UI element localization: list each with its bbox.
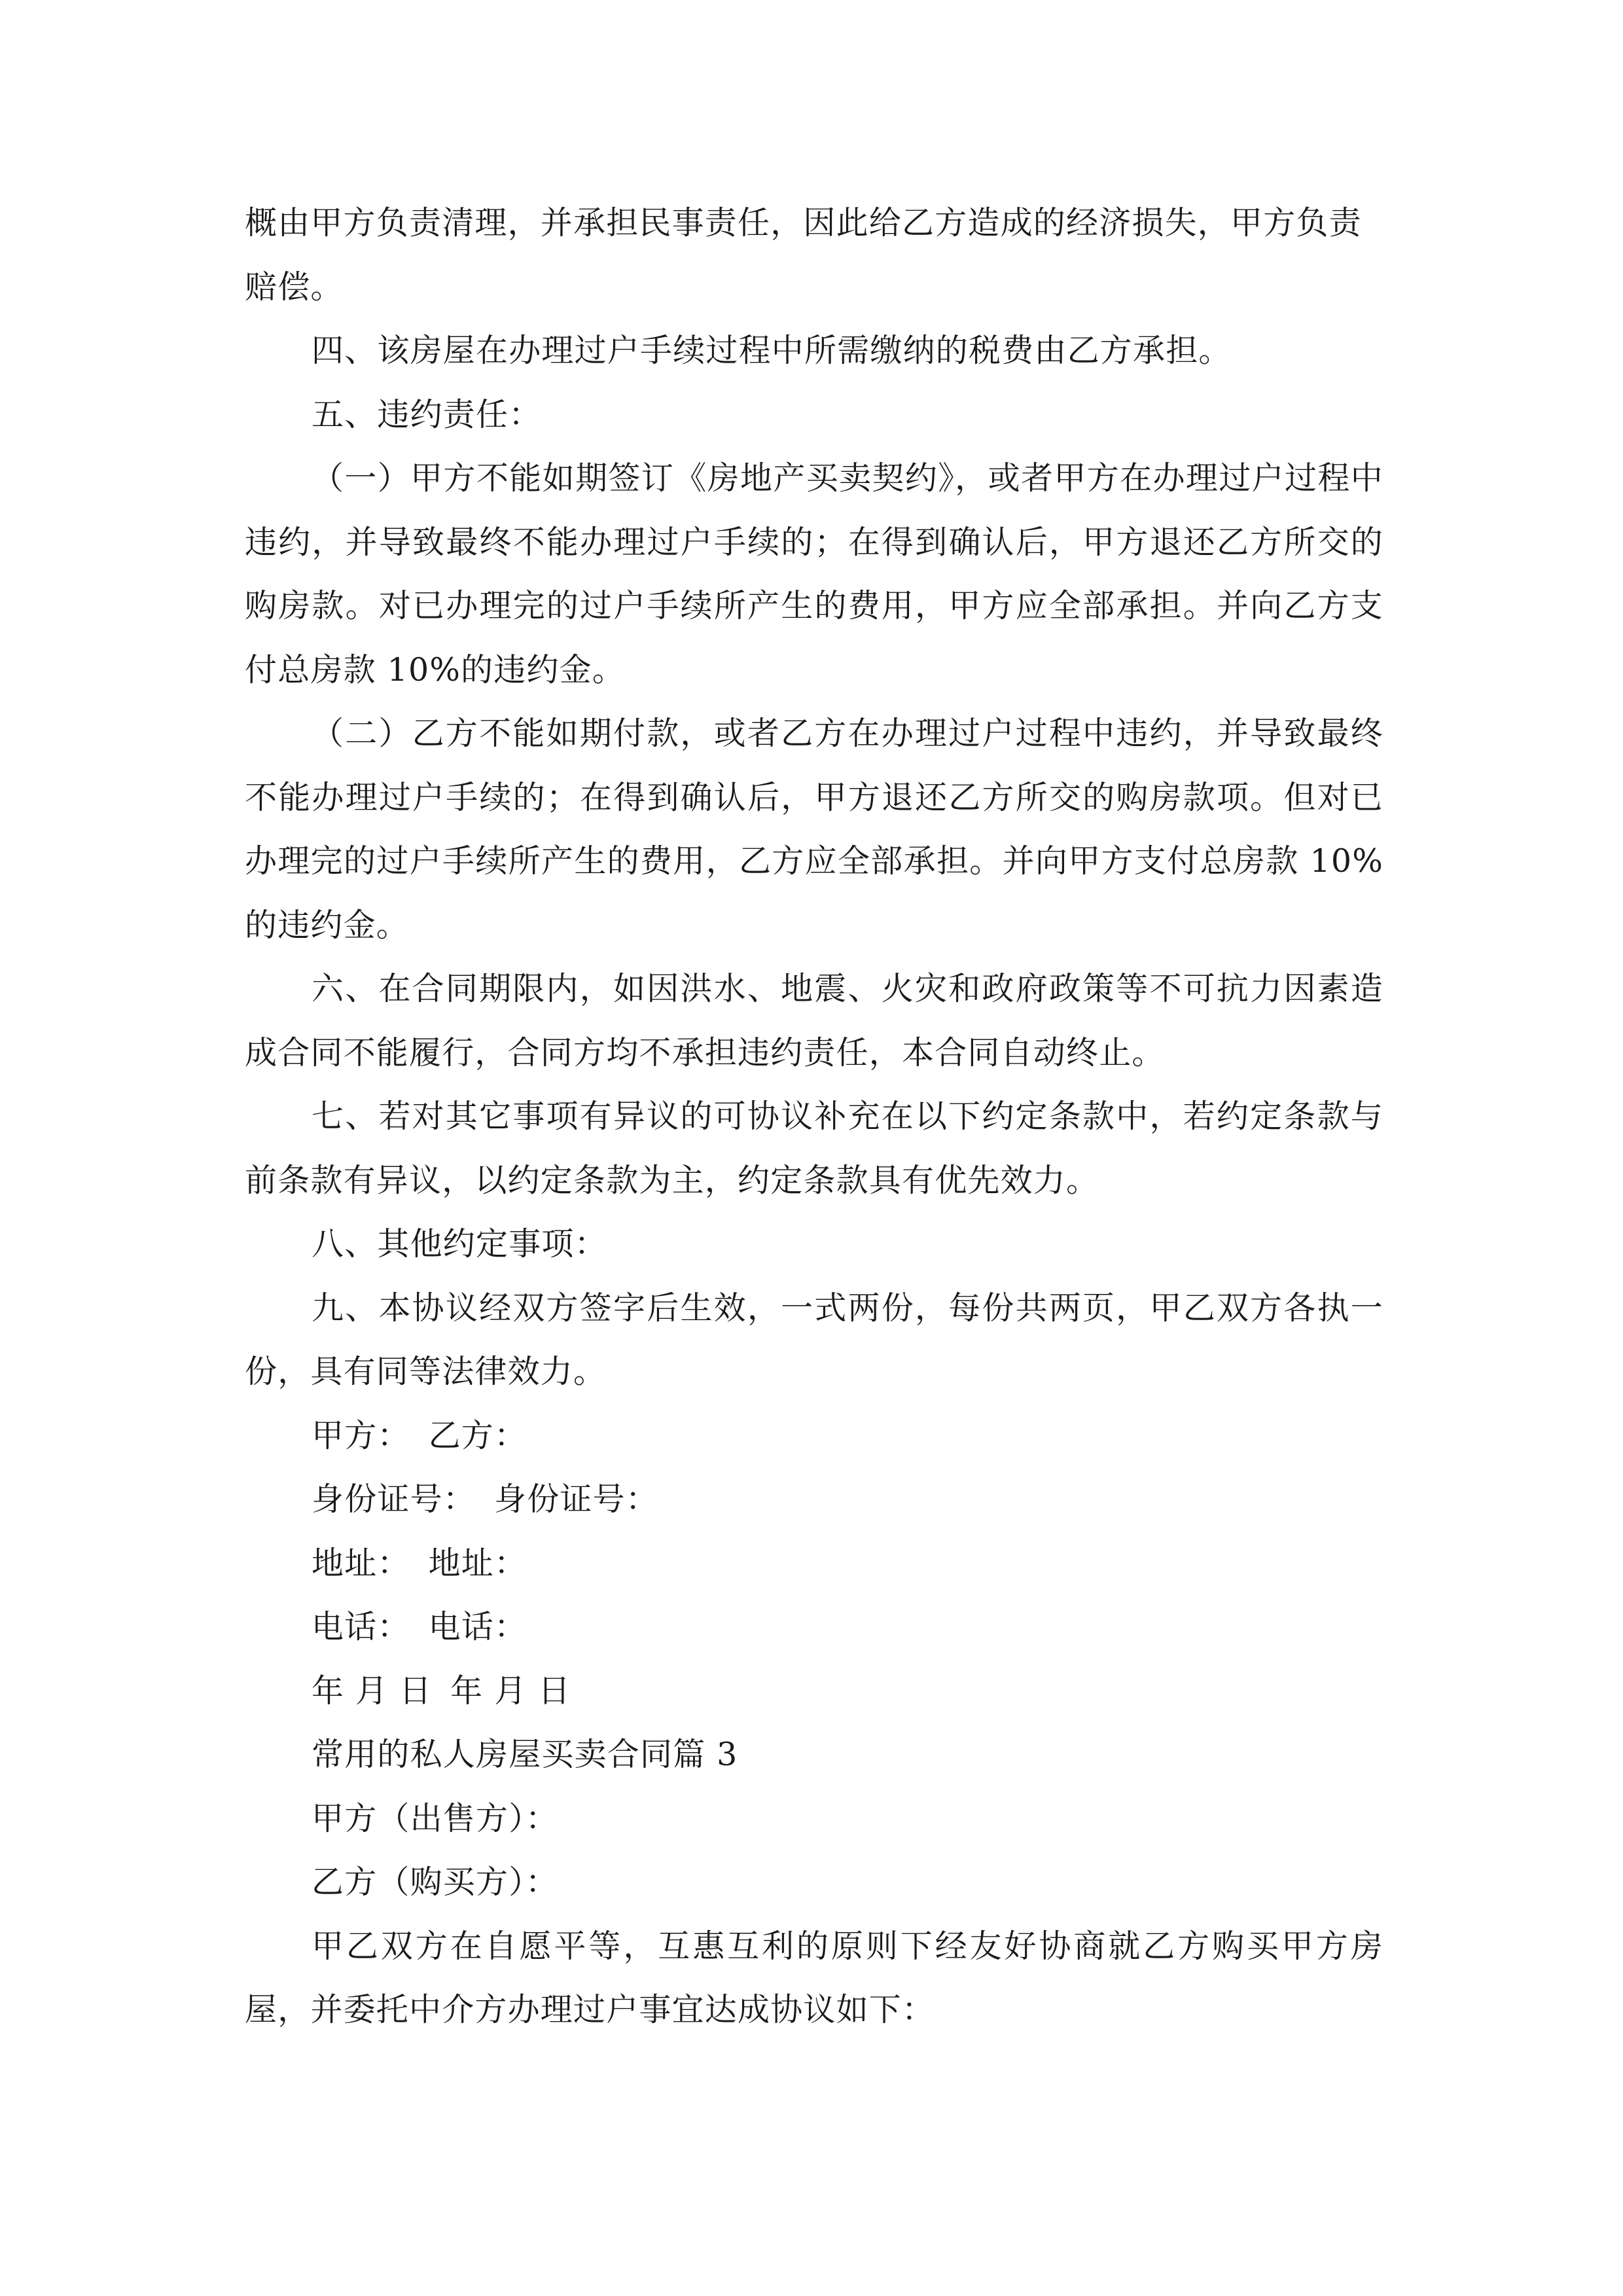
signature-parties-row bbox=[245, 1404, 1383, 1468]
paragraph-clause-5-2: （二）乙方不能如期付款，或者乙方在办理过户过程中违约，并导致最终不能办理过户手续的；在得到确认后，甲方退还乙方所交的购房款项。但对已办理完的过户手续所产生的费用，乙方应全部承担。并向甲方支付总房款 10%的违约金。 bbox=[245, 715, 1383, 944]
signature-id-row bbox=[245, 1467, 1383, 1532]
paragraph-clause-5-heading: 五、违约责任： bbox=[312, 395, 542, 433]
signature-phone-row bbox=[245, 1595, 1383, 1659]
section-3-buyer-label: 乙方（购买方）： bbox=[312, 1863, 559, 1901]
signature-date-row bbox=[245, 1659, 1383, 1723]
paragraph-continued-liability: 概由甲方负责清理，并承担民事责任，因此给乙方造成的经济损失，甲方负责赔偿。 bbox=[245, 204, 1362, 306]
signature-phone-b-label: 电话： bbox=[428, 1608, 527, 1645]
document-body bbox=[245, 191, 1383, 2042]
paragraph-clause-9-effect: 九、本协议经双方签字后生效，一式两份，每份共两页，甲乙双方各执一份，具有同等法律效力。 bbox=[245, 1289, 1383, 1390]
paragraph-clause-8-other: 八、其他约定事项： bbox=[312, 1225, 607, 1263]
signature-address-b-label: 地址： bbox=[428, 1544, 527, 1582]
section-3-seller-label: 甲方（出售方）： bbox=[312, 1799, 559, 1837]
signature-date-a: 年 月 日 bbox=[312, 1672, 433, 1710]
signature-address-a-label: 地址： bbox=[312, 1544, 410, 1582]
paragraph-clause-5-1: （一）甲方不能如期签订《房地产买卖契约》，或者甲方在办理过户过程中违约，并导致最终不能办理过户手续的；在得到确认后，甲方退还乙方所交的购房款。对已办理完的过户手续所产生的费用，甲方应全部承担。并向乙方支付总房款 10%的违约金。 bbox=[245, 459, 1383, 689]
signature-phone-a-label: 电话： bbox=[312, 1608, 410, 1645]
section-3-intro-paragraph: 甲乙双方在自愿平等，互惠互利的原则下经友好协商就乙方购买甲方房屋，并委托中介方办理过户事宜达成协议如下： bbox=[245, 1927, 1383, 2028]
section-3-heading: 常用的私人房屋买卖合同篇 3 bbox=[312, 1736, 738, 1773]
signature-party-a-label: 甲方： bbox=[312, 1416, 410, 1454]
paragraph-clause-7-supplement: 七、若对其它事项有异议的可协议补充在以下约定条款中，若约定条款与前条款有异议，以约定条款为主，约定条款具有优先效力。 bbox=[245, 1098, 1383, 1199]
paragraph-clause-6-force-majeure: 六、在合同期限内，如因洪水、地震、火灾和政府政策等不可抗力因素造成合同不能履行，合同方均不承担违约责任，本合同自动终止。 bbox=[245, 970, 1383, 1071]
signature-id-a-label: 身份证号： bbox=[312, 1480, 476, 1518]
signature-date-b: 年 月 日 bbox=[450, 1672, 571, 1710]
signature-id-b-label: 身份证号： bbox=[494, 1480, 659, 1518]
paragraph-clause-4-taxes: 四、该房屋在办理过户手续过程中所需缴纳的税费由乙方承担。 bbox=[312, 332, 1232, 369]
signature-address-row bbox=[245, 1532, 1383, 1596]
signature-party-b-label: 乙方： bbox=[428, 1416, 527, 1454]
